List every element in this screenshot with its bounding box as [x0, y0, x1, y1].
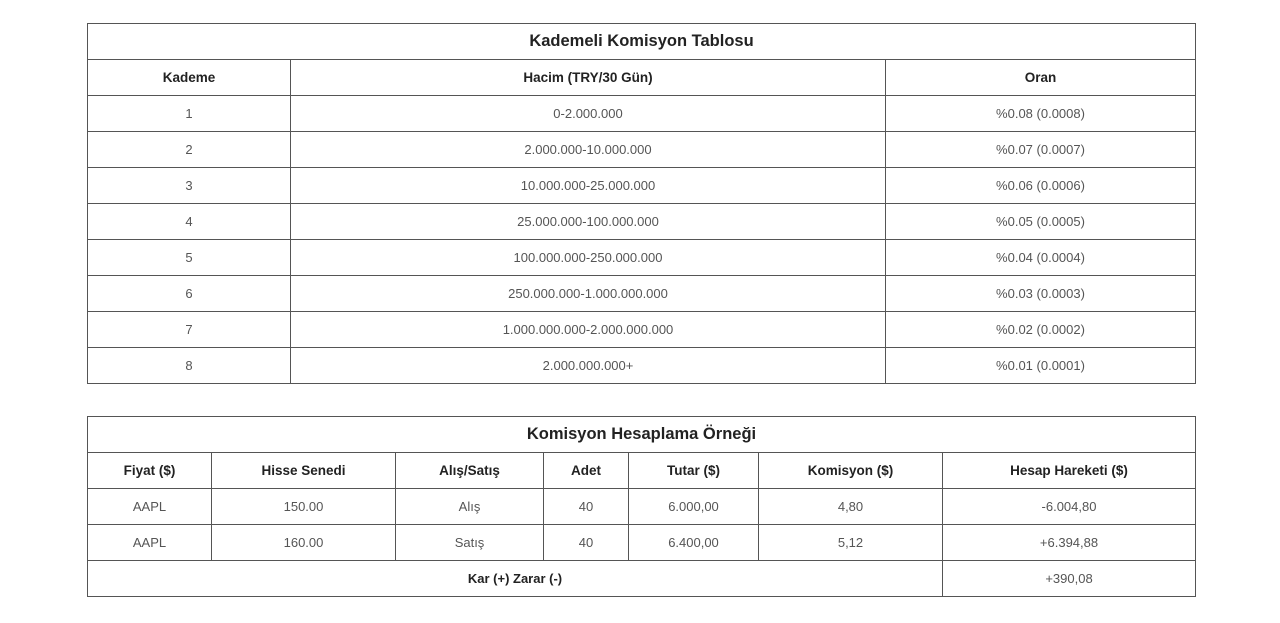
price-cell: 160.00 — [212, 525, 396, 561]
account-movement-cell: +6.394,88 — [943, 525, 1196, 561]
header-kademe: Kademe — [88, 60, 291, 96]
commission-cell: 4,80 — [759, 489, 943, 525]
side-cell: Alış — [396, 489, 544, 525]
tier-cell: 3 — [88, 168, 291, 204]
header-alis-satis: Alış/Satış — [396, 453, 544, 489]
total-row — [88, 561, 1196, 597]
header-oran: Oran — [886, 60, 1196, 96]
tier-cell: 2 — [88, 132, 291, 168]
rate-cell: %0.07 (0.0007) — [886, 132, 1196, 168]
rate-cell: %0.04 (0.0004) — [886, 240, 1196, 276]
table-row — [88, 168, 1196, 204]
volume-cell: 100.000.000-250.000.000 — [291, 240, 886, 276]
commission-calculation-table — [87, 416, 1196, 597]
quantity-cell: 40 — [544, 525, 629, 561]
table-row — [88, 348, 1196, 384]
amount-cell: 6.000,00 — [629, 489, 759, 525]
calc-table-title: Komisyon Hesaplama Örneği — [88, 417, 1196, 453]
quantity-cell: 40 — [544, 489, 629, 525]
tier-cell: 8 — [88, 348, 291, 384]
tier-table-title: Kademeli Komisyon Tablosu — [88, 24, 1196, 60]
tier-cell: 6 — [88, 276, 291, 312]
rate-cell: %0.03 (0.0003) — [886, 276, 1196, 312]
total-value: +390,08 — [943, 561, 1196, 597]
volume-cell: 0-2.000.000 — [291, 96, 886, 132]
total-label: Kar (+) Zarar (-) — [88, 561, 943, 597]
header-fiyat: Fiyat ($) — [88, 453, 212, 489]
tier-cell: 5 — [88, 240, 291, 276]
commission-cell: 5,12 — [759, 525, 943, 561]
volume-cell: 25.000.000-100.000.000 — [291, 204, 886, 240]
volume-cell: 1.000.000.000-2.000.000.000 — [291, 312, 886, 348]
tier-cell: 1 — [88, 96, 291, 132]
table-row — [88, 132, 1196, 168]
tier-cell: 7 — [88, 312, 291, 348]
table-row — [88, 312, 1196, 348]
amount-cell: 6.400,00 — [629, 525, 759, 561]
tier-cell: 4 — [88, 204, 291, 240]
volume-cell: 2.000.000.000+ — [291, 348, 886, 384]
table-row — [88, 204, 1196, 240]
tier-commission-table — [87, 23, 1196, 384]
table-row — [88, 525, 1196, 561]
side-cell: Satış — [396, 525, 544, 561]
volume-cell: 10.000.000-25.000.000 — [291, 168, 886, 204]
rate-cell: %0.08 (0.0008) — [886, 96, 1196, 132]
rate-cell: %0.06 (0.0006) — [886, 168, 1196, 204]
volume-cell: 250.000.000-1.000.000.000 — [291, 276, 886, 312]
header-hacim: Hacim (TRY/30 Gün) — [291, 60, 886, 96]
account-movement-cell: -6.004,80 — [943, 489, 1196, 525]
header-adet: Adet — [544, 453, 629, 489]
rate-cell: %0.05 (0.0005) — [886, 204, 1196, 240]
rate-cell: %0.02 (0.0002) — [886, 312, 1196, 348]
volume-cell: 2.000.000-10.000.000 — [291, 132, 886, 168]
table-row — [88, 276, 1196, 312]
header-komisyon: Komisyon ($) — [759, 453, 943, 489]
symbol-cell: AAPL — [88, 525, 212, 561]
header-tutar: Tutar ($) — [629, 453, 759, 489]
price-cell: 150.00 — [212, 489, 396, 525]
header-hisse-senedi: Hisse Senedi — [212, 453, 396, 489]
rate-cell: %0.01 (0.0001) — [886, 348, 1196, 384]
table-row — [88, 96, 1196, 132]
table-row — [88, 240, 1196, 276]
header-hesap-hareketi: Hesap Hareketi ($) — [943, 453, 1196, 489]
table-row — [88, 489, 1196, 525]
symbol-cell: AAPL — [88, 489, 212, 525]
